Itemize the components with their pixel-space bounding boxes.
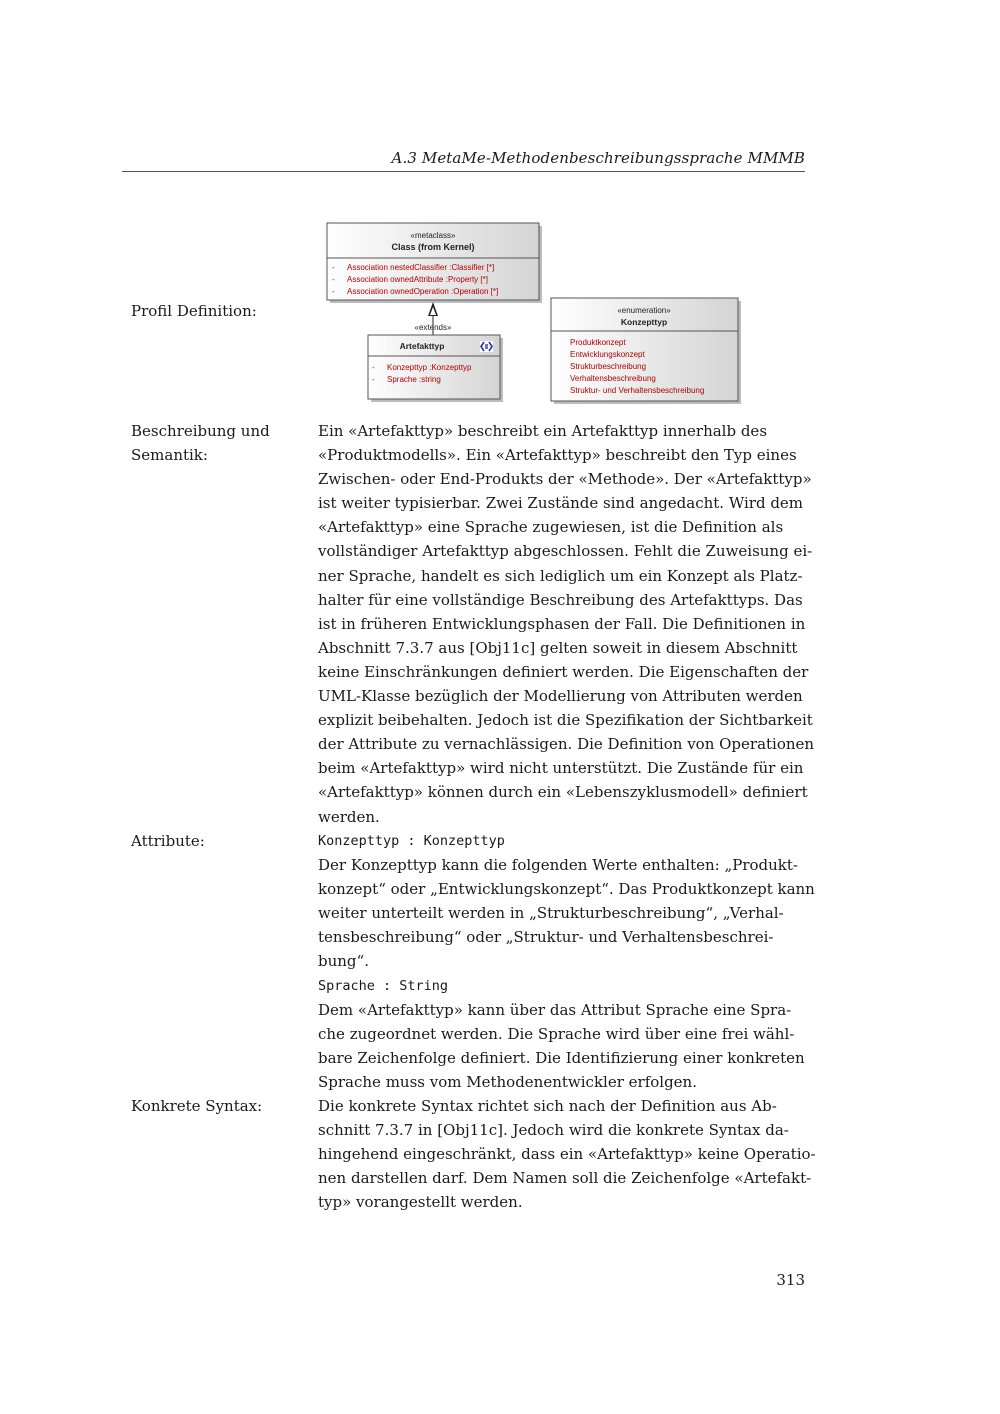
label-concrete-syntax: Konkrete Syntax:: [131, 1097, 263, 1115]
enumeration-literal: Strukturbeschreibung: [570, 362, 647, 371]
metaclass-attribute: Association ownedOperation :Operation [*]: [347, 287, 499, 296]
text-line: halter für eine vollständige Beschreibung des Artefakttyps. Das: [318, 590, 803, 609]
metaclass-attr-dash: -: [332, 275, 335, 284]
artefakttyp-attribute: Konzepttyp :Konzepttyp: [387, 363, 472, 372]
text-line: hingehend eingeschränkt, dass ein «Artefakttyp» keine Operatio-: [318, 1145, 816, 1164]
enumeration-literal: Struktur- und Verhaltensbeschreibung: [570, 386, 705, 395]
metaclass-stereotype: «metaclass»: [410, 231, 456, 240]
text-line: Die konkrete Syntax richtet sich nach der Definition aus Ab-: [318, 1097, 777, 1115]
text-line: der Attribute zu vernachlässigen. Die Definition von Operationen: [318, 735, 815, 754]
artefakttyp-box: [368, 335, 503, 402]
label-line: Semantik:: [131, 446, 208, 464]
text-line: «Produktmodells». Ein «Artefakttyp» beschreibt den Typ eines: [318, 446, 797, 465]
text-line: UML-Klasse bezüglich der Modellierung von Attributen werden: [318, 687, 803, 706]
page-number: 313: [776, 1271, 805, 1289]
extends-label: «extends»: [414, 323, 452, 332]
uml-profile-diagram: [326, 222, 746, 407]
text-line: Abschnitt 7.3.7 aus [Obj11c] gelten soweit in diesem Abschnitt: [318, 638, 798, 657]
enumeration-literal: Verhaltensbeschreibung: [570, 374, 656, 383]
metaclass-attr-dash: -: [332, 263, 335, 272]
text-line: «Artefakttyp» können durch ein «Lebenszyklusmodell» definiert: [318, 783, 808, 802]
enumeration-literal: Produktkonzept: [570, 338, 626, 347]
metaclass-box: [327, 223, 542, 303]
text-line: tensbeschreibung“ oder „Struktur- und Verhaltensbeschrei-: [318, 928, 774, 947]
artefakttyp-name: Artefakttyp: [399, 341, 445, 351]
label-description-semantics: [131, 419, 311, 467]
text-line: Ein «Artefakttyp» beschreibt ein Artefakttyp innerhalb des: [318, 422, 768, 440]
running-header: [122, 148, 805, 172]
syntax-text: [318, 1094, 822, 1214]
enumeration-name: Konzepttyp: [620, 317, 668, 327]
text-line: Der Konzepttyp kann die folgenden Werte enthalten: „Produkt-: [318, 856, 798, 875]
metaclass-attribute: Association nestedClassifier :Classifier [*]: [347, 263, 495, 272]
enumeration-stereotype: «enumeration»: [617, 306, 671, 315]
text-line: keine Einschränkungen definiert werden. Die Eigenschaften der: [318, 662, 809, 681]
artefakttyp-attr-dash: -: [372, 375, 375, 384]
text-line: che zugeordnet werden. Die Sprache wird über eine frei wähl-: [318, 1024, 795, 1043]
text-line: werden.: [318, 807, 380, 826]
attributes-text: [318, 829, 822, 1094]
metaclass-name: Class (from Kernel): [391, 242, 475, 252]
konzepttyp-signature: Konzepttyp : Konzepttyp: [318, 833, 505, 849]
text-line: weiter unterteilt werden in „Strukturbeschreibung“, „Verhal-: [318, 904, 784, 923]
extension-arrow: [415, 302, 452, 335]
text-line: schnitt 7.3.7 in [Obj11c]. Jedoch wird die konkrete Syntax da-: [318, 1121, 789, 1140]
text-line: Dem «Artefakttyp» kann über das Attribut Sprache eine Spra-: [318, 1000, 792, 1019]
label-line: Beschreibung und: [131, 422, 270, 440]
text-line: ist in früheren Entwicklungsphasen der Fall. Die Definitionen in: [318, 614, 806, 633]
label-profile-definition: Profil Definition:: [131, 302, 257, 320]
text-line: ist weiter typisierbar. Zwei Zustände sind angedacht. Wird dem: [318, 494, 804, 513]
enumeration-box: [551, 298, 741, 404]
text-line: Sprache muss vom Methodenentwickler erfolgen.: [318, 1072, 697, 1091]
artefakttyp-attribute: Sprache :string: [387, 375, 441, 384]
sprache-signature: Sprache : String: [318, 977, 449, 994]
enumeration-literal: Entwicklungskonzept: [570, 350, 645, 359]
text-line: ner Sprache, handelt es sich lediglich um ein Konzept als Platz-: [318, 566, 803, 585]
text-line: typ» vorangestellt werden.: [318, 1193, 523, 1212]
text-line: beim «Artefakttyp» wird nicht unterstützt. Die Zustände für ein: [318, 759, 804, 778]
running-title: A.3 MetaMe-Methodenbeschreibungssprache MMMB: [391, 149, 805, 167]
metaclass-attr-dash: -: [332, 287, 335, 296]
text-line: nen darstellen darf. Dem Namen soll die Zeichenfolge «Artefakt-: [318, 1169, 812, 1188]
text-line: konzept“ oder „Entwicklungskonzept“. Das Produktkonzept kann: [318, 880, 815, 899]
text-line: Zwischen- oder End-Produkts der «Methode». Der «Artefakttyp»: [318, 470, 812, 489]
artefakttyp-attr-dash: -: [372, 363, 375, 372]
text-line: explizit beibehalten. Jedoch ist die Spezifikation der Sichtbarkeit: [318, 711, 813, 730]
text-line: «Artefakttyp» eine Sprache zugewiesen, ist die Definition als: [318, 518, 784, 537]
stereotype-icon: [480, 341, 493, 352]
label-attributes: Attribute:: [131, 832, 205, 850]
metaclass-attribute: Association ownedAttribute :Property [*]: [347, 275, 488, 284]
text-line: bare Zeichenfolge definiert. Die Identifizierung einer konkreten: [318, 1048, 805, 1067]
semantics-text: [318, 419, 822, 829]
text-line: bung“.: [318, 952, 369, 971]
text-line: vollständiger Artefakttyp abgeschlossen. Fehlt die Zuweisung ei-: [318, 542, 813, 561]
